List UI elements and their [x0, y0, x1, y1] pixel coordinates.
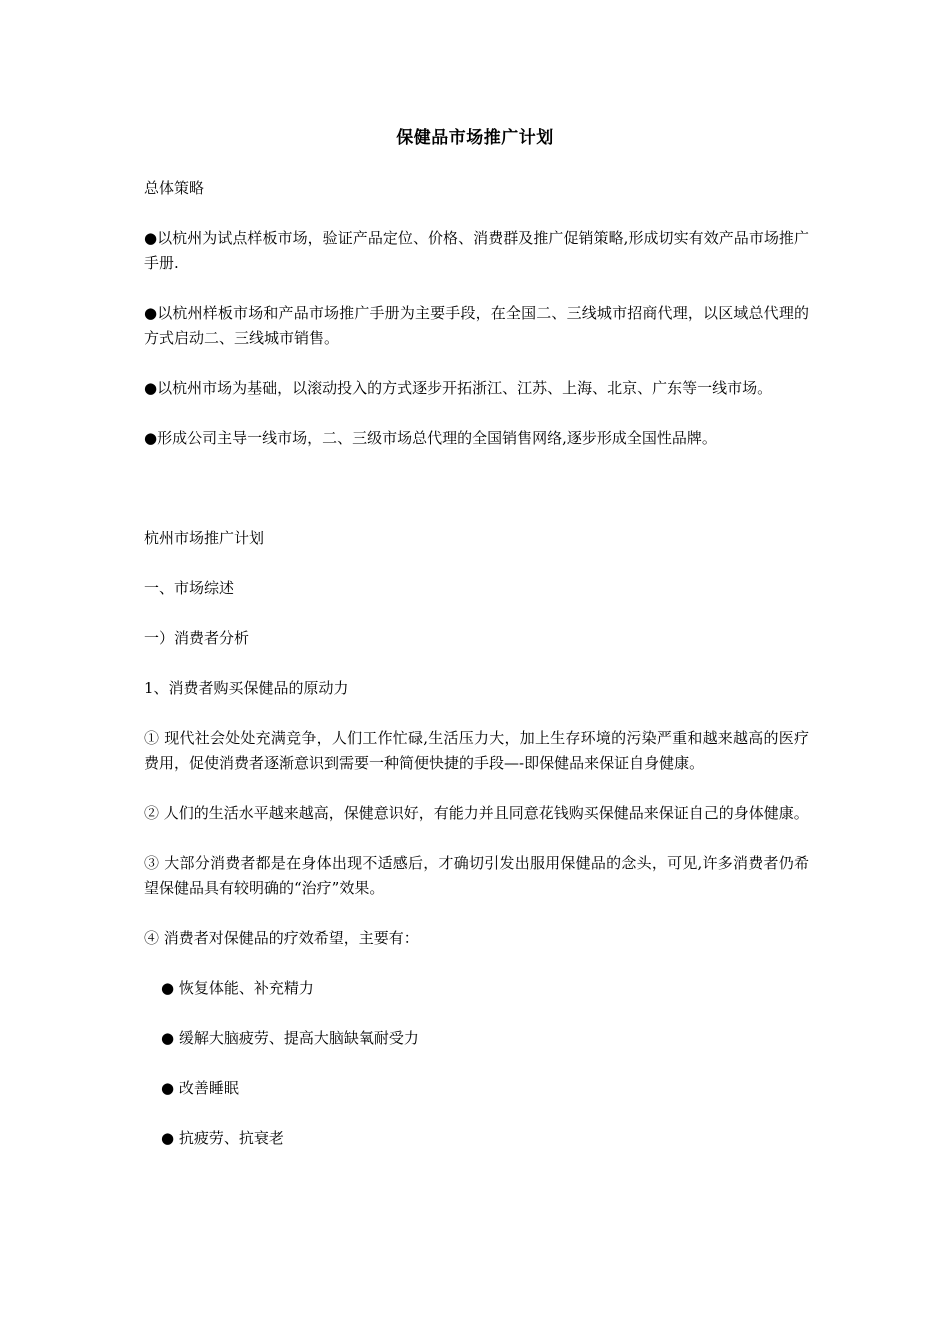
- subsection-heading: 一）消费者分析: [144, 629, 250, 647]
- reason-paragraph: ④ 消费者对保健品的疗效希望，主要有：: [144, 929, 419, 947]
- section-heading: 一、市场综述: [144, 579, 235, 597]
- strategy-point: ●以杭州样板市场和产品市场推广手册为主要手段，在全国二、三线城市招商代理，以区域总代理的方式启动二、三线城市销售。: [144, 304, 809, 347]
- strategy-heading: 总体策略: [144, 179, 205, 197]
- effect-list-item: ● 抗疲劳、抗衰老: [161, 1129, 284, 1147]
- document-title: 保健品市场推广计划: [396, 128, 554, 148]
- strategy-point: ●以杭州市场为基础，以滚动投入的方式逐步开拓浙江、江苏、上海、北京、广东等一线市场。: [144, 379, 773, 397]
- effect-list-item: ● 缓解大脑疲劳、提高大脑缺氧耐受力: [161, 1029, 419, 1047]
- document-body: [144, 176, 809, 1151]
- reason-paragraph: ③ 大部分消费者都是在身体出现不适感后，才确切引发出服用保健品的念头，可见,许多消费者仍希望保健品具有较明确的“治疗”效果。: [144, 854, 809, 897]
- effect-list-item: ● 改善睡眠: [161, 1079, 239, 1097]
- effect-list-item: ● 恢复体能、补充精力: [161, 979, 314, 997]
- item-heading: 1、消费者购买保健品的原动力: [144, 679, 349, 697]
- strategy-point: ●形成公司主导一线市场，二、三级市场总代理的全国销售网络,逐步形成全国性品牌。: [144, 429, 717, 447]
- hangzhou-heading: 杭州市场推广计划: [144, 529, 265, 547]
- reason-paragraph: ② 人们的生活水平越来越高，保健意识好，有能力并且同意花钱购买保健品来保证自己的身体健康。: [144, 804, 809, 822]
- strategy-point: ●以杭州为试点样板市场，验证产品定位、价格、消费群及推广促销策略,形成切实有效产品市场推广手册.: [144, 229, 809, 272]
- reason-paragraph: ① 现代社会处处充满竞争，人们工作忙碌,生活压力大，加上生存环境的污染严重和越来越高的医疗费用，促使消费者逐渐意识到需要一种简便快捷的手段—-即保健品来保证自身健康。: [144, 729, 809, 772]
